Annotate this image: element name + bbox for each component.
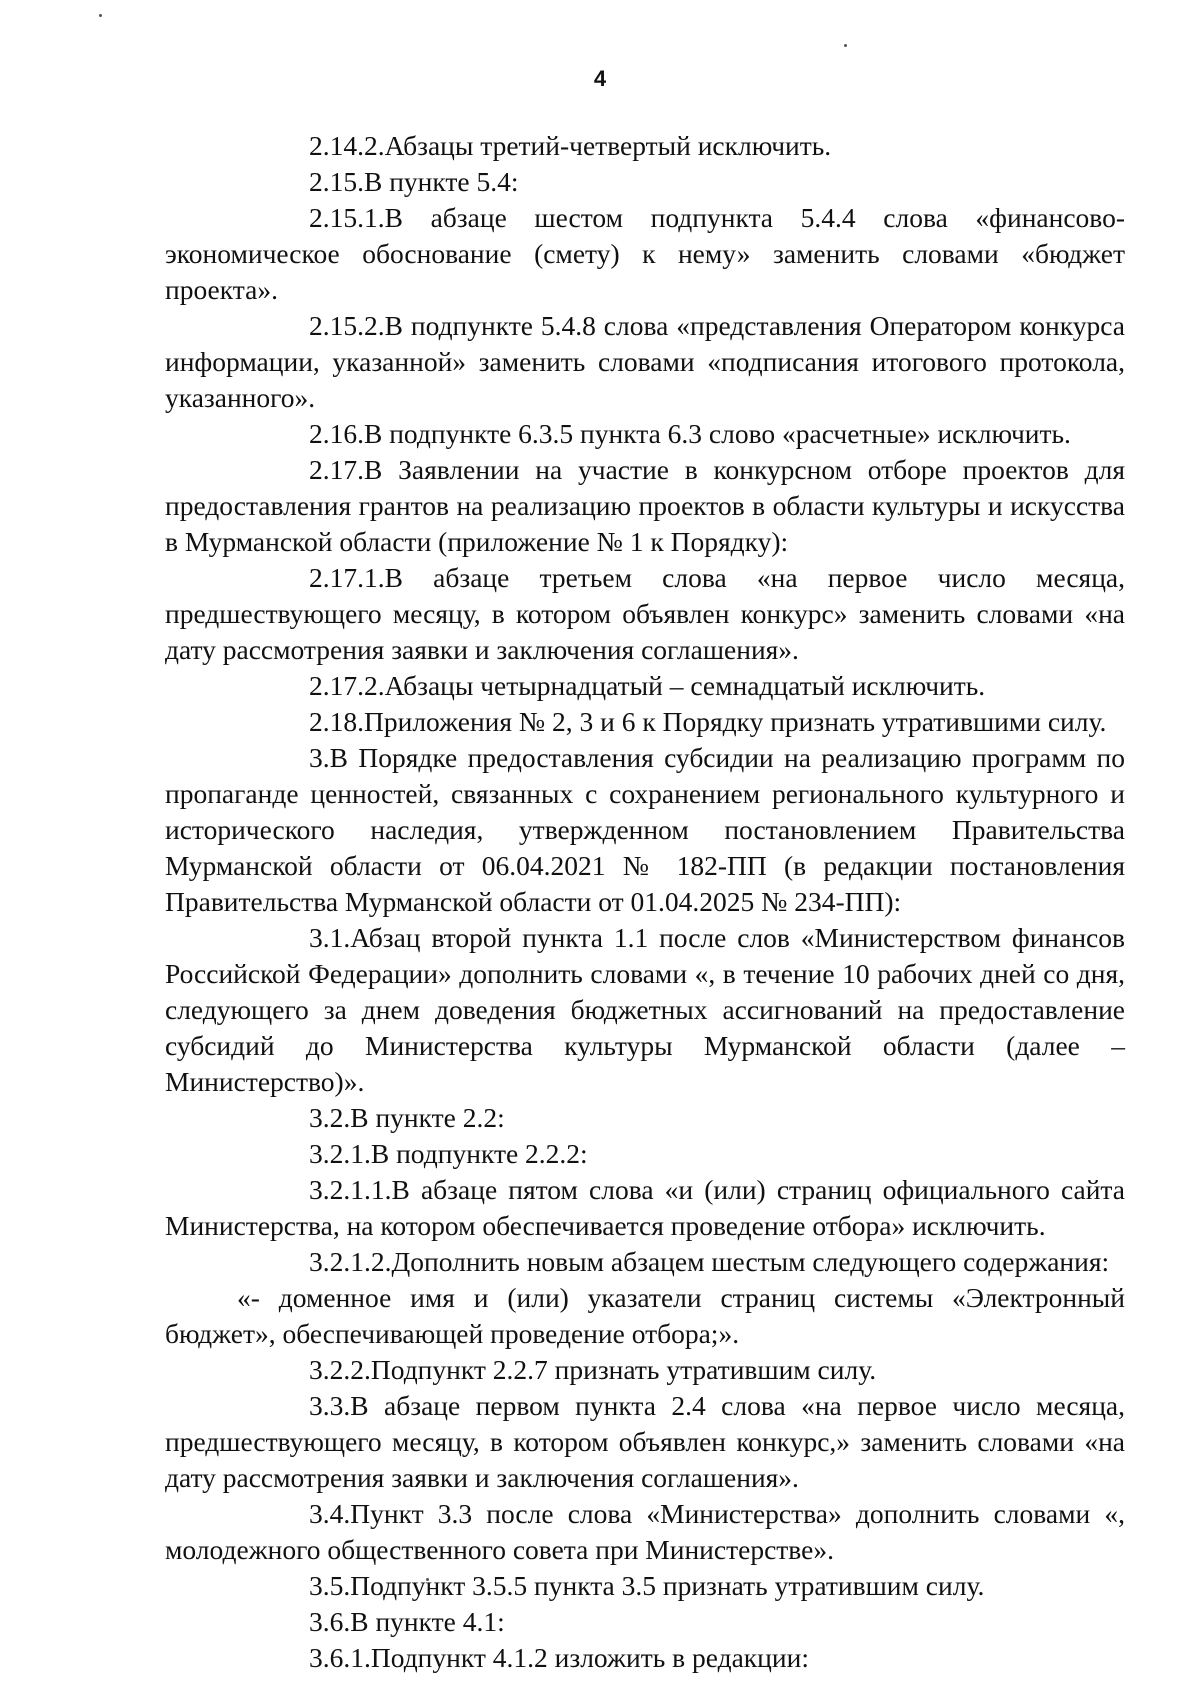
paragraph <box>165 1388 1125 1496</box>
scan-speck <box>99 14 102 17</box>
paragraph <box>165 164 1125 200</box>
paragraph <box>165 1280 1125 1352</box>
paragraph <box>165 1100 1125 1136</box>
paragraph <box>165 416 1125 452</box>
paragraph <box>165 1172 1125 1244</box>
paragraph <box>165 128 1125 164</box>
clause-text: Абзац второй пункта 1.1 после слов «Министерством финансов Российской Федерации» дополнить словами «, в течение 10 рабочих дней со дня, следующего за днем доведения бюджетных ассигнований на предоставление субсидий до Министерства культуры Мурманской области (далее – Министерство)». <box>165 922 1125 1097</box>
paragraph <box>165 1604 1125 1640</box>
paragraph <box>165 704 1125 740</box>
paragraph <box>165 560 1125 668</box>
paragraph <box>165 200 1125 308</box>
clause-text: Абзацы третий-четвертый исключить. <box>384 130 832 161</box>
clause-text: В абзаце шестом подпункта 5.4.4 слова «финансово-экономическое обоснование (смету) к нему» заменить словами «бюджет проекта». <box>165 202 1125 305</box>
clause-number: 3.2.1.1. <box>309 1174 392 1205</box>
clause-number: 2.16. <box>309 418 364 449</box>
clause-number: 3.5. <box>309 1570 351 1601</box>
document-body <box>165 128 1125 1676</box>
paragraph <box>165 668 1125 704</box>
clause-number: 2.14.2. <box>309 130 385 161</box>
clause-text: «- доменное имя и (или) указатели страниц системы «Электронный бюджет», обеспечивающей проведение отбора;». <box>165 1282 1125 1349</box>
page-number: 4 <box>593 66 607 91</box>
clause-text: Подпункт 3.5.5 пункта 3.5 признать утратившим силу. <box>350 1570 985 1601</box>
clause-text: В Порядке предоставления субсидии на реализацию программ по пропаганде ценностей, связанных с сохранением регионального культурного и исторического наследия, утвержденном постановлением Правительства Мурманской области от 06.04.2021 № 182-ПП (в редакции постановления Правительства Мурманской области от 01.04.2025 № 234-ПП): <box>165 742 1125 917</box>
paragraph <box>165 740 1125 920</box>
clause-text: В подпункте 2.2.2: <box>370 1138 588 1169</box>
clause-text: Пункт 3.3 после слова «Министерства» дополнить словами «, молодежного общественного совета при Министерстве». <box>165 1498 1125 1565</box>
paragraph <box>165 452 1125 560</box>
scan-speck <box>844 44 847 47</box>
clause-text: В пункте 5.4: <box>364 166 519 197</box>
clause-text: В Заявлении на участие в конкурсном отборе проектов для предоставления грантов на реализацию проектов в области культуры и искусства в Мурманской области (приложение № 1 к Порядку): <box>165 454 1125 557</box>
clause-number: 2.17. <box>309 454 364 485</box>
paragraph <box>165 1244 1125 1280</box>
clause-text: Подпункт 2.2.7 признать утратившим силу. <box>370 1354 877 1385</box>
clause-text: В пункте 4.1: <box>350 1606 505 1637</box>
clause-number: 3.6.1. <box>309 1642 371 1673</box>
clause-text: Приложения № 2, 3 и 6 к Порядку признать утратившими силу. <box>364 706 1107 737</box>
clause-number: 3.2.1.2. <box>309 1246 392 1277</box>
paragraph <box>165 920 1125 1100</box>
paragraph <box>165 1352 1125 1388</box>
clause-number: 2.17.1. <box>309 562 385 593</box>
paragraph <box>165 1640 1125 1676</box>
clause-text: В пункте 2.2: <box>350 1102 505 1133</box>
clause-number: 2.18. <box>309 706 364 737</box>
clause-text: В абзаце первом пункта 2.4 слова «на первое число месяца, предшествующего месяцу, в котором объявлен конкурс,» заменить словами «на дату рассмотрения заявки и заключения соглашения». <box>165 1390 1125 1493</box>
clause-number: 3.4. <box>309 1498 351 1529</box>
clause-number: 3.2.2. <box>309 1354 371 1385</box>
clause-number: 2.15. <box>309 166 364 197</box>
clause-text: Дополнить новым абзацем шестым следующего содержания: <box>391 1246 1110 1277</box>
clause-number: 2.15.1. <box>309 202 385 233</box>
clause-number: 3. <box>309 742 330 773</box>
paragraph <box>165 1136 1125 1172</box>
clause-text: В подпункте 5.4.8 слова «представления Оператором конкурса информации, указанной» заменить словами «подписания итогового протокола, указанного». <box>165 310 1125 413</box>
clause-number: 3.6. <box>309 1606 351 1637</box>
clause-text: В абзаце пятом слова «и (или) страниц официального сайта Министерства, на котором обеспечивается проведение отбора» исключить. <box>165 1174 1125 1241</box>
paragraph <box>165 308 1125 416</box>
clause-number: 3.3. <box>309 1390 351 1421</box>
clause-number: 3.1. <box>309 922 351 953</box>
clause-text: В абзаце третьем слова «на первое число месяца, предшествующего месяцу, в котором объявлен конкурс» заменить словами «на дату рассмотрения заявки и заключения соглашения». <box>165 562 1125 665</box>
clause-number: 3.2. <box>309 1102 351 1133</box>
clause-number: 3.2.1. <box>309 1138 371 1169</box>
clause-number: 2.17.2. <box>309 670 385 701</box>
paragraph <box>165 1568 1125 1604</box>
clause-number: 2.15.2. <box>309 310 385 341</box>
paragraph <box>165 1496 1125 1568</box>
clause-text: В подпункте 6.3.5 пункта 6.3 слово «расчетные» исключить. <box>364 418 1071 449</box>
clause-text: Подпункт 4.1.2 изложить в редакции: <box>370 1642 809 1673</box>
clause-text: Абзацы четырнадцатый – семнадцатый исключить. <box>384 670 986 701</box>
